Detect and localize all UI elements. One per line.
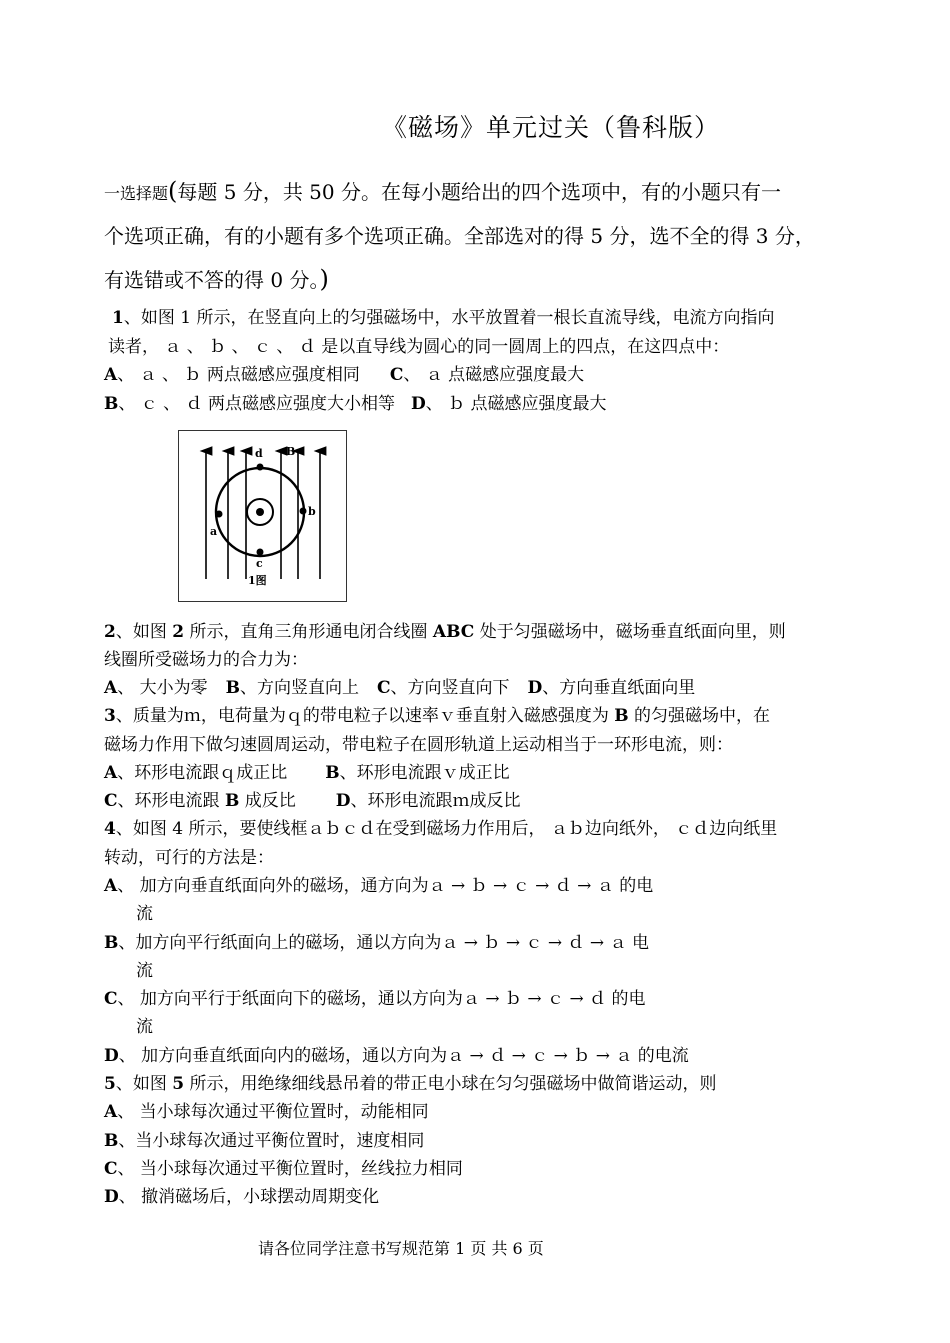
q2-option-d: 、方向垂直纸面向里 xyxy=(542,678,696,698)
page-title: 《磁场》单元过关（鲁科版） xyxy=(381,113,720,142)
q1-option-d: 、 ｂ 点磁感应强度最大 xyxy=(425,394,607,414)
q2-stem-line-2: 线圈所受磁场力的合力为： xyxy=(104,650,308,670)
q3-stem-line-2: 磁场力作用下做匀速圆周运动，带电粒子在圆形轨道上运动相当于一环形电流，则： xyxy=(104,735,733,755)
q3-option-d: 、环形电流跟ｍ成反比 xyxy=(350,791,521,811)
q4-stem-line-2: 转动，可行的方法是： xyxy=(104,848,274,868)
close-paren: ) xyxy=(319,265,329,293)
q3-option-a: 、环形电流跟ｑ成正比 xyxy=(117,763,288,783)
q2-options-row: A、 大小为零 B、方向竖直向上 C、方向竖直向下 D、方向垂直纸面向里 xyxy=(104,678,696,698)
q4-stem-line-1: 4、如图 4 所示，要使线框ａｂｃｄ在受到磁场力作用后， ａｂ边向纸外， ｃｄ边向纸里 xyxy=(104,819,778,839)
q5-number: 5 xyxy=(104,1074,116,1094)
q4-option-b-continued: 流 xyxy=(136,961,153,981)
q5-stem: 5、如图 5 所示，用绝缘细线悬吊着的带正电小球在匀匀强磁场中做简谐运动，则 xyxy=(104,1074,717,1094)
instructions-line-1: 每题 5 分，共 50 分。在每小题给出的四个选项中，有的小题只有一 xyxy=(177,180,781,204)
q4-number: 4 xyxy=(104,819,116,839)
label-B: B xyxy=(286,445,296,458)
q5-option-b: B、当小球每次通过平衡位置时，速度相同 xyxy=(104,1131,425,1151)
q3-stem-line-1: 3、质量为ｍ，电荷量为ｑ的带电粒子以速率ｖ垂直射入磁感强度为 B 的匀强磁场中，在 xyxy=(104,706,771,726)
instructions-line-2: 个选项正确，有的小题有多个选项正确。全部选对的得 5 分，选不全的得 3 分， xyxy=(104,224,815,248)
q4-option-d: D、 加方向垂直纸面向内的磁场，通以方向为ａ → ｄ → ｃ → ｂ → ａ 的电流 xyxy=(104,1046,689,1066)
label-a: a xyxy=(210,525,218,538)
q3-option-b: 、环形电流跟ｖ成正比 xyxy=(339,763,510,783)
q2-stem-line-1: 2、如图 2 所示，直角三角形通电闭合线圈 ABC 处于匀强磁场中，磁场垂直纸面向里，则 xyxy=(104,622,786,642)
q2-option-a: 、 大小为零 xyxy=(117,678,208,698)
q1-number: 1 xyxy=(112,308,124,328)
q1-option-a: 、 ａ 、 ｂ 两点磁感应强度相同 xyxy=(117,365,360,385)
section-instructions xyxy=(104,170,864,302)
q5-option-d: D、 撤消磁场后，小球摆动周期变化 xyxy=(104,1187,380,1207)
q1-option-c: 、 ａ 点磁感应强度最大 xyxy=(403,365,585,385)
q4-option-c-continued: 流 xyxy=(136,1017,153,1037)
point-b xyxy=(300,508,307,515)
q4-option-b: B、加方向平行纸面向上的磁场，通以方向为ａ → ｂ → ｃ → ｄ → ａ 电 xyxy=(104,933,649,953)
label-b: b xyxy=(308,505,316,518)
figure-1-magnetic-field xyxy=(178,430,347,602)
q5-option-a: A、 当小球每次通过平衡位置时，动能相同 xyxy=(104,1102,429,1122)
open-paren: ( xyxy=(168,177,178,205)
q3-options-row-2: C、环形电流跟 B 成反比 D、环形电流跟ｍ成反比 xyxy=(104,791,521,811)
point-c xyxy=(257,549,264,556)
q1-options-row-2: B、 ｃ 、 ｄ 两点磁感应强度大小相等 D、 ｂ 点磁感应强度最大 xyxy=(104,394,607,414)
point-d xyxy=(257,464,264,471)
label-c: c xyxy=(256,557,263,570)
figure-caption: 1图 xyxy=(248,574,267,587)
figure-1-diagram xyxy=(179,431,348,603)
section-label: 一选择题 xyxy=(104,184,169,203)
q4-option-a-continued: 流 xyxy=(136,904,153,924)
label-d: d xyxy=(255,447,263,460)
q2-number: 2 xyxy=(104,622,116,642)
wire-dot xyxy=(256,508,264,516)
q4-option-a: A、 加方向垂直纸面向外的磁场，通方向为ａ → ｂ → ｃ → ｄ → ａ 的电 xyxy=(104,876,654,896)
q2-option-c: 、方向竖直向下 xyxy=(390,678,510,698)
instructions-line-3: 有选错或不答的得 0 分。 xyxy=(104,268,320,292)
q2-option-b: 、方向竖直向上 xyxy=(239,678,359,698)
q1-option-b: 、 ｃ 、 ｄ 两点磁感应强度大小相等 xyxy=(118,394,395,414)
q3-options-row-1: A、环形电流跟ｑ成正比 B、环形电流跟ｖ成正比 xyxy=(104,763,510,783)
page-footer: 请各位同学注意书写规范第 1 页 共 6 页 xyxy=(258,1239,544,1258)
q4-option-c: C、 加方向平行于纸面向下的磁场，通以方向为ａ → ｂ → ｃ → ｄ 的电 xyxy=(104,989,646,1009)
q1-options-row-1: A、 ａ 、 ｂ 两点磁感应强度相同 C、 ａ 点磁感应强度最大 xyxy=(104,365,585,385)
q3-number: 3 xyxy=(104,706,116,726)
q5-option-c: C、 当小球每次通过平衡位置时，丝线拉力相同 xyxy=(104,1159,463,1179)
q1-stem-line-2: 读者， ａ 、 ｂ 、 ｃ 、 ｄ 是以直导线为圆心的同一圆周上的四点，在这四点中： xyxy=(108,337,730,357)
point-a xyxy=(216,511,223,518)
q3-option-c: 成反比 xyxy=(239,791,296,811)
q1-stem-line-1: 1、如图 1 所示，在竖直向上的匀强磁场中，水平放置着一根长直流导线，电流方向指向 xyxy=(112,308,775,328)
